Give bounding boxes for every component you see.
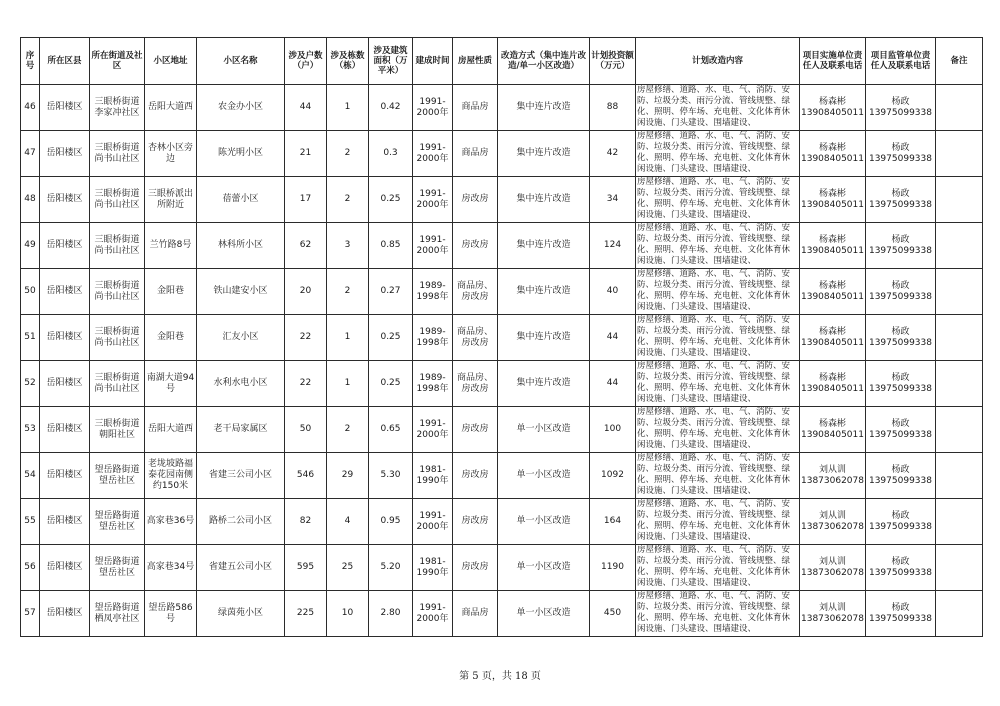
- street-community-cell: 三眼桥街道尚书山社区: [90, 315, 145, 361]
- renovation-method-cell: 单一小区改造: [498, 591, 590, 637]
- floor-area-cell: 5.30: [369, 453, 413, 499]
- table-row: [21, 85, 983, 131]
- district-cell: 岳阳楼区: [40, 85, 90, 131]
- plan-content-cell: [636, 499, 800, 545]
- renovation-method-cell: 集中连片改造: [498, 131, 590, 177]
- header-cell: 所在区县: [40, 38, 90, 85]
- plan-content-text: 房屋修缮、道路、水、电、气、消防、安防、垃圾分类、雨污分流、管线规整、绿化、照明、停车场、充电桩、文化体育休闲设施、门头建设、围墙建设、: [637, 591, 791, 634]
- street-community-cell: 三眼桥街道尚书山社区: [90, 177, 145, 223]
- remarks-cell: [935, 177, 982, 223]
- implementer-contact-cell: 杨森彬 13908405011: [800, 177, 866, 223]
- table-row: [21, 177, 983, 223]
- households-cell: 22: [285, 315, 327, 361]
- district-cell: 岳阳楼区: [40, 361, 90, 407]
- plan-content-text: 房屋修缮、道路、水、电、气、消防、安防、垃圾分类、雨污分流、管线规整、绿化、照明、停车场、充电桩、文化体育休闲设施、门头建设、围墙建设、: [637, 177, 791, 220]
- row-number-cell: 52: [21, 361, 40, 407]
- built-year-cell: 1991-2000年: [413, 407, 453, 453]
- remarks-cell: [935, 407, 982, 453]
- floor-area-cell: 0.85: [369, 223, 413, 269]
- built-year-cell: 1991-2000年: [413, 499, 453, 545]
- remarks-cell: [935, 499, 982, 545]
- property-type-cell: 商品房: [453, 131, 498, 177]
- plan-content-cell: [636, 545, 800, 591]
- remarks-cell: [935, 85, 982, 131]
- community-name-cell: 绿茵苑小区: [197, 591, 285, 637]
- households-cell: 44: [285, 85, 327, 131]
- district-cell: 岳阳楼区: [40, 269, 90, 315]
- floor-area-cell: 0.27: [369, 269, 413, 315]
- households-cell: 50: [285, 407, 327, 453]
- supervisor-contact-cell: 杨政 13975099338: [865, 85, 935, 131]
- property-type-cell: 商品房: [453, 85, 498, 131]
- plan-content-cell: [636, 177, 800, 223]
- table-row: [21, 269, 983, 315]
- plan-content-cell: [636, 361, 800, 407]
- renovation-method-cell: 集中连片改造: [498, 177, 590, 223]
- implementer-contact-cell: 杨森彬 13908405011: [800, 131, 866, 177]
- row-number-cell: 48: [21, 177, 40, 223]
- street-community-cell: 三眼桥街道尚书山社区: [90, 131, 145, 177]
- renovation-method-cell: 单一小区改造: [498, 545, 590, 591]
- community-name-cell: 老干局家属区: [197, 407, 285, 453]
- header-cell: 房屋性质: [453, 38, 498, 85]
- renovation-plan-table: [20, 37, 983, 637]
- remarks-cell: [935, 545, 982, 591]
- address-cell: 杏林小区旁边: [145, 131, 197, 177]
- buildings-cell: 10: [327, 591, 369, 637]
- plan-content-cell: [636, 223, 800, 269]
- district-cell: 岳阳楼区: [40, 315, 90, 361]
- investment-cell: 1190: [590, 545, 636, 591]
- district-cell: 岳阳楼区: [40, 591, 90, 637]
- street-community-cell: 望岳路街道望岳社区: [90, 453, 145, 499]
- supervisor-contact-cell: 杨政 13975099338: [865, 499, 935, 545]
- community-name-cell: 水利水电小区: [197, 361, 285, 407]
- buildings-cell: 1: [327, 315, 369, 361]
- plan-content-cell: [636, 85, 800, 131]
- renovation-method-cell: 集中连片改造: [498, 269, 590, 315]
- community-name-cell: 农金办小区: [197, 85, 285, 131]
- table-row: [21, 407, 983, 453]
- investment-cell: 40: [590, 269, 636, 315]
- property-type-cell: 商品房、房改房: [453, 361, 498, 407]
- households-cell: 21: [285, 131, 327, 177]
- implementer-contact-cell: 杨森彬 13908405011: [800, 407, 866, 453]
- plan-content-text: 房屋修缮、道路、水、电、气、消防、安防、垃圾分类、雨污分流、管线规整、绿化、照明、停车场、充电桩、文化体育休闲设施、门头建设、围墙建设、: [637, 499, 791, 542]
- renovation-method-cell: 单一小区改造: [498, 499, 590, 545]
- renovation-method-cell: 集中连片改造: [498, 361, 590, 407]
- built-year-cell: 1991-2000年: [413, 177, 453, 223]
- remarks-cell: [935, 315, 982, 361]
- district-cell: 岳阳楼区: [40, 499, 90, 545]
- address-cell: 兰竹路8号: [145, 223, 197, 269]
- built-year-cell: 1989-1998年: [413, 269, 453, 315]
- investment-cell: 164: [590, 499, 636, 545]
- investment-cell: 124: [590, 223, 636, 269]
- households-cell: 22: [285, 361, 327, 407]
- table-row: [21, 315, 983, 361]
- plan-content-cell: [636, 315, 800, 361]
- renovation-method-cell: 单一小区改造: [498, 407, 590, 453]
- floor-area-cell: 0.25: [369, 361, 413, 407]
- built-year-cell: 1991-2000年: [413, 223, 453, 269]
- address-cell: 岳阳大道西: [145, 407, 197, 453]
- street-community-cell: 三眼桥街道尚书山社区: [90, 361, 145, 407]
- plan-content-text: 房屋修缮、道路、水、电、气、消防、安防、垃圾分类、雨污分流、管线规整、绿化、照明、停车场、充电桩、文化体育休闲设施、门头建设、围墙建设、: [637, 545, 791, 588]
- supervisor-contact-cell: 杨政 13975099338: [865, 315, 935, 361]
- buildings-cell: 4: [327, 499, 369, 545]
- address-cell: 金阳巷: [145, 269, 197, 315]
- table-row: [21, 499, 983, 545]
- supervisor-contact-cell: 杨政 13975099338: [865, 591, 935, 637]
- built-year-cell: 1989-1998年: [413, 361, 453, 407]
- buildings-cell: 25: [327, 545, 369, 591]
- community-name-cell: 林科所小区: [197, 223, 285, 269]
- renovation-method-cell: 集中连片改造: [498, 223, 590, 269]
- header-cell: 小区名称: [197, 38, 285, 85]
- implementer-contact-cell: 刘从训 13873062078: [800, 545, 866, 591]
- investment-cell: 1092: [590, 453, 636, 499]
- table-header-row: [21, 38, 983, 85]
- buildings-cell: 29: [327, 453, 369, 499]
- buildings-cell: 2: [327, 407, 369, 453]
- investment-cell: 44: [590, 315, 636, 361]
- plan-content-text: 房屋修缮、道路、水、电、气、消防、安防、垃圾分类、雨污分流、管线规整、绿化、照明、停车场、充电桩、文化体育休闲设施、门头建设、围墙建设、: [637, 85, 791, 128]
- built-year-cell: 1991-2000年: [413, 131, 453, 177]
- district-cell: 岳阳楼区: [40, 177, 90, 223]
- district-cell: 岳阳楼区: [40, 407, 90, 453]
- address-cell: 金阳巷: [145, 315, 197, 361]
- property-type-cell: 房改房: [453, 223, 498, 269]
- address-cell: 高家巷36号: [145, 499, 197, 545]
- floor-area-cell: 0.42: [369, 85, 413, 131]
- households-cell: 82: [285, 499, 327, 545]
- plan-content-text: 房屋修缮、道路、水、电、气、消防、安防、垃圾分类、雨污分流、管线规整、绿化、照明、停车场、充电桩、文化体育休闲设施、门头建设、围墙建设、: [637, 131, 791, 174]
- header-cell: 序号: [21, 38, 40, 85]
- table-row: [21, 591, 983, 637]
- street-community-cell: 三眼桥街道李家冲社区: [90, 85, 145, 131]
- plan-content-text: 房屋修缮、道路、水、电、气、消防、安防、垃圾分类、雨污分流、管线规整、绿化、照明、停车场、充电桩、文化体育休闲设施、门头建设、围墙建设、: [637, 315, 791, 358]
- property-type-cell: 房改房: [453, 453, 498, 499]
- table-row: [21, 131, 983, 177]
- address-cell: 南湖大道94号: [145, 361, 197, 407]
- property-type-cell: 商品房、房改房: [453, 315, 498, 361]
- floor-area-cell: 2.80: [369, 591, 413, 637]
- built-year-cell: 1991-2000年: [413, 85, 453, 131]
- plan-content-text: 房屋修缮、道路、水、电、气、消防、安防、垃圾分类、雨污分流、管线规整、绿化、照明、停车场、充电桩、文化体育休闲设施、门头建设、围墙建设、: [637, 269, 791, 312]
- row-number-cell: 54: [21, 453, 40, 499]
- header-cell: 涉及户数（户）: [285, 38, 327, 85]
- page-footer: 第 5 页，共 18 页: [459, 671, 541, 682]
- row-number-cell: 53: [21, 407, 40, 453]
- property-type-cell: 商品房、房改房: [453, 269, 498, 315]
- table-row: [21, 545, 983, 591]
- built-year-cell: 1991-2000年: [413, 591, 453, 637]
- community-name-cell: 陈光明小区: [197, 131, 285, 177]
- renovation-method-cell: 单一小区改造: [498, 453, 590, 499]
- investment-cell: 100: [590, 407, 636, 453]
- implementer-contact-cell: 杨森彬 13908405011: [800, 85, 866, 131]
- supervisor-contact-cell: 杨政 13975099338: [865, 361, 935, 407]
- built-year-cell: 1981-1990年: [413, 545, 453, 591]
- supervisor-contact-cell: 杨政 13975099338: [865, 131, 935, 177]
- row-number-cell: 47: [21, 131, 40, 177]
- street-community-cell: 三眼桥街道尚书山社区: [90, 223, 145, 269]
- property-type-cell: 房改房: [453, 177, 498, 223]
- supervisor-contact-cell: 杨政 13975099338: [865, 545, 935, 591]
- header-cell: 建成时间: [413, 38, 453, 85]
- property-type-cell: 房改房: [453, 545, 498, 591]
- district-cell: 岳阳楼区: [40, 223, 90, 269]
- address-cell: 三眼桥派出所附近: [145, 177, 197, 223]
- remarks-cell: [935, 223, 982, 269]
- households-cell: 62: [285, 223, 327, 269]
- plan-content-text: 房屋修缮、道路、水、电、气、消防、安防、垃圾分类、雨污分流、管线规整、绿化、照明、停车场、充电桩、文化体育休闲设施、门头建设、围墙建设、: [637, 361, 791, 404]
- header-cell: 涉及建筑面积（万平米）: [369, 38, 413, 85]
- buildings-cell: 2: [327, 177, 369, 223]
- community-name-cell: 蓓蕾小区: [197, 177, 285, 223]
- table-row: [21, 223, 983, 269]
- row-number-cell: 57: [21, 591, 40, 637]
- households-cell: 20: [285, 269, 327, 315]
- supervisor-contact-cell: 杨政 13975099338: [865, 269, 935, 315]
- header-cell: 计划投资额（万元）: [590, 38, 636, 85]
- renovation-method-cell: 集中连片改造: [498, 315, 590, 361]
- row-number-cell: 56: [21, 545, 40, 591]
- district-cell: 岳阳楼区: [40, 545, 90, 591]
- address-cell: 岳阳大道西: [145, 85, 197, 131]
- community-name-cell: 路桥二公司小区: [197, 499, 285, 545]
- floor-area-cell: 0.25: [369, 177, 413, 223]
- renovation-method-cell: 集中连片改造: [498, 85, 590, 131]
- street-community-cell: 望岳路街道栖凤亭社区: [90, 591, 145, 637]
- header-cell: 涉及栋数（栋）: [327, 38, 369, 85]
- remarks-cell: [935, 453, 982, 499]
- built-year-cell: 1989-1998年: [413, 315, 453, 361]
- district-cell: 岳阳楼区: [40, 453, 90, 499]
- buildings-cell: 3: [327, 223, 369, 269]
- header-cell: 项目实施单位责任人及联系电话: [800, 38, 866, 85]
- community-name-cell: 汇友小区: [197, 315, 285, 361]
- plan-content-cell: [636, 131, 800, 177]
- plan-content-cell: [636, 591, 800, 637]
- plan-content-cell: [636, 407, 800, 453]
- buildings-cell: 2: [327, 269, 369, 315]
- header-cell: 计划改造内容: [636, 38, 800, 85]
- investment-cell: 34: [590, 177, 636, 223]
- street-community-cell: 三眼桥街道朝阳社区: [90, 407, 145, 453]
- header-cell: 所在街道及社区: [90, 38, 145, 85]
- implementer-contact-cell: 刘从训 13873062078: [800, 453, 866, 499]
- row-number-cell: 46: [21, 85, 40, 131]
- property-type-cell: 商品房: [453, 591, 498, 637]
- built-year-cell: 1981-1990年: [413, 453, 453, 499]
- header-cell: 项目监管单位责任人及联系电话: [865, 38, 935, 85]
- row-number-cell: 50: [21, 269, 40, 315]
- households-cell: 17: [285, 177, 327, 223]
- remarks-cell: [935, 361, 982, 407]
- implementer-contact-cell: 刘从训 13873062078: [800, 591, 866, 637]
- community-name-cell: 省建五公司小区: [197, 545, 285, 591]
- district-cell: 岳阳楼区: [40, 131, 90, 177]
- supervisor-contact-cell: 杨政 13975099338: [865, 177, 935, 223]
- households-cell: 225: [285, 591, 327, 637]
- investment-cell: 44: [590, 361, 636, 407]
- implementer-contact-cell: 杨森彬 13908405011: [800, 361, 866, 407]
- header-cell: 小区地址: [145, 38, 197, 85]
- buildings-cell: 2: [327, 131, 369, 177]
- buildings-cell: 1: [327, 85, 369, 131]
- row-number-cell: 55: [21, 499, 40, 545]
- floor-area-cell: 0.95: [369, 499, 413, 545]
- implementer-contact-cell: 杨森彬 13908405011: [800, 315, 866, 361]
- row-number-cell: 49: [21, 223, 40, 269]
- floor-area-cell: 0.25: [369, 315, 413, 361]
- remarks-cell: [935, 269, 982, 315]
- property-type-cell: 房改房: [453, 499, 498, 545]
- table-row: [21, 453, 983, 499]
- investment-cell: 450: [590, 591, 636, 637]
- address-cell: 高家巷34号: [145, 545, 197, 591]
- remarks-cell: [935, 591, 982, 637]
- supervisor-contact-cell: 杨政 13975099338: [865, 453, 935, 499]
- households-cell: 546: [285, 453, 327, 499]
- plan-content-text: 房屋修缮、道路、水、电、气、消防、安防、垃圾分类、雨污分流、管线规整、绿化、照明、停车场、充电桩、文化体育休闲设施、门头建设、围墙建设、: [637, 407, 791, 450]
- plan-content-cell: [636, 269, 800, 315]
- street-community-cell: 望岳路街道望岳社区: [90, 499, 145, 545]
- remarks-cell: [935, 131, 982, 177]
- table-row: [21, 361, 983, 407]
- implementer-contact-cell: 刘从训 13873062078: [800, 499, 866, 545]
- floor-area-cell: 5.20: [369, 545, 413, 591]
- plan-content-text: 房屋修缮、道路、水、电、气、消防、安防、垃圾分类、雨污分流、管线规整、绿化、照明、停车场、充电桩、文化体育休闲设施、门头建设、围墙建设、: [637, 223, 791, 266]
- floor-area-cell: 0.65: [369, 407, 413, 453]
- supervisor-contact-cell: 杨政 13975099338: [865, 407, 935, 453]
- investment-cell: 88: [590, 85, 636, 131]
- implementer-contact-cell: 杨森彬 13908405011: [800, 269, 866, 315]
- plan-content-cell: [636, 453, 800, 499]
- plan-content-text: 房屋修缮、道路、水、电、气、消防、安防、垃圾分类、雨污分流、管线规整、绿化、照明、停车场、充电桩、文化体育休闲设施、门头建设、围墙建设、: [637, 453, 791, 496]
- row-number-cell: 51: [21, 315, 40, 361]
- address-cell: 望岳路586号: [145, 591, 197, 637]
- floor-area-cell: 0.3: [369, 131, 413, 177]
- header-cell: 备注: [935, 38, 982, 85]
- investment-cell: 42: [590, 131, 636, 177]
- property-type-cell: 房改房: [453, 407, 498, 453]
- street-community-cell: 三眼桥街道尚书山社区: [90, 269, 145, 315]
- community-name-cell: 铁山建安小区: [197, 269, 285, 315]
- households-cell: 595: [285, 545, 327, 591]
- buildings-cell: 1: [327, 361, 369, 407]
- header-cell: 改造方式（集中连片改造/单一小区改造）: [498, 38, 590, 85]
- street-community-cell: 望岳路街道望岳社区: [90, 545, 145, 591]
- community-name-cell: 省建三公司小区: [197, 453, 285, 499]
- address-cell: 老垅坡路福泰花园南侧约150米: [145, 453, 197, 499]
- implementer-contact-cell: 杨森彬 13908405011: [800, 223, 866, 269]
- supervisor-contact-cell: 杨政 13975099338: [865, 223, 935, 269]
